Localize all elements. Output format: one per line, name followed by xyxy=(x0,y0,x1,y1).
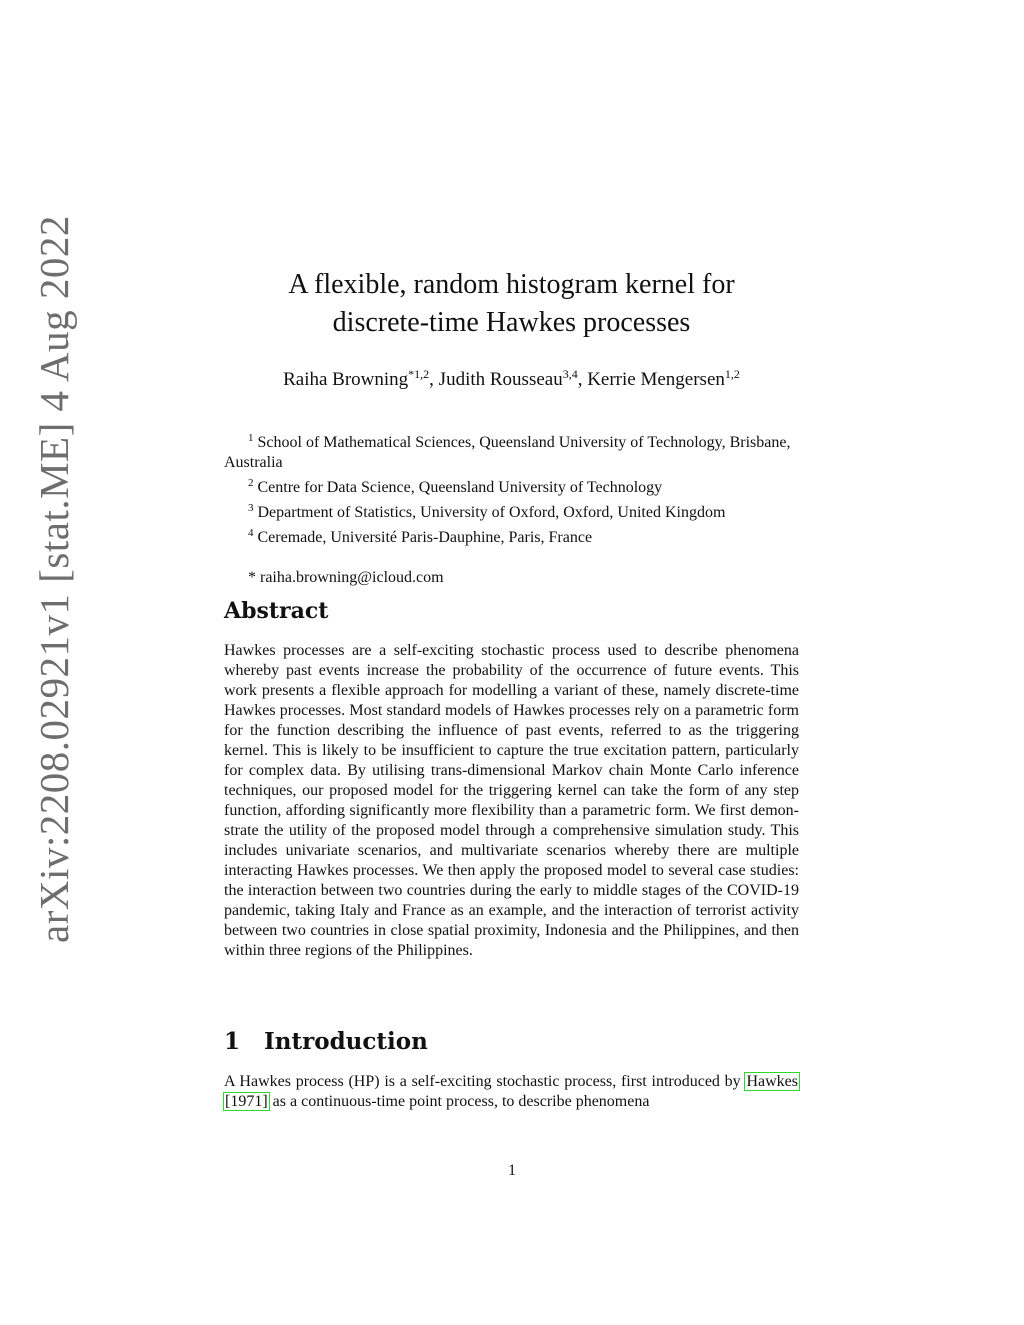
author-affiliation-marks: *1,2 xyxy=(408,367,430,381)
citation-link-author[interactable]: Hawkes xyxy=(746,1073,798,1090)
affiliation-item xyxy=(224,523,802,548)
abstract-text: Hawkes processes are a self-exciting stochastic process used to describe phenomena whereby past events increase the probability of the occurrence of future events. This work presents a flexible approach for modelling a variant of these, namely discrete-time Hawkes processes. Most standard models of Hawkes processes rely on a parametric form for the function describing the influence of past events, referred to as the triggering kernel. This is likely to be insufficient to capture the true excitation pattern, particularly for complex data. By utilising trans-dimensional Markov chain Monte Carlo inference techniques, our proposed model for the triggering kernel can take the form of any step function, affording significantly more flexibility than a parametric form. We first demonstrate the utility of the proposed model through a comprehensive simulation study. This includes univariate scenarios, and multivariate scenarios whereby there are multiple interacting Hawkes processes. We then apply the proposed model to several case studies: the interaction between two countries during the early to middle stages of the COVID-19 pandemic, taking Italy and France as an example, and the interaction of terrorist activity between two countries in close spatial proximity, Indonesia and the Philippines, and then within three regions of the Philippines. xyxy=(224,642,799,959)
introduction-heading xyxy=(224,1028,428,1055)
affiliation-item xyxy=(224,498,802,523)
affiliation-text: School of Mathematical Sciences, Queensland University of Technology, Brisbane, Australia xyxy=(224,434,791,471)
citation-link-year[interactable]: [1971] xyxy=(225,1093,268,1110)
affiliation-text: Department of Statistics, University of Oxford, Oxford, United Kingdom xyxy=(257,504,726,521)
author-name: Raiha Browning xyxy=(283,369,409,390)
affiliation-number: 3 xyxy=(248,502,254,514)
paper-title xyxy=(224,266,799,342)
affiliation-number: 1 xyxy=(248,432,254,444)
arxiv-identifier-stamp: arXiv:2208.02921v1 [stat.ME] 4 Aug 2022 xyxy=(31,215,77,943)
author-affiliation-marks: 3,4 xyxy=(562,367,578,381)
page-number: 1 xyxy=(508,1162,516,1179)
section-title: Introduction xyxy=(264,1028,428,1055)
author-separator: , xyxy=(577,369,588,390)
intro-text-before: A Hawkes process (HP) is a self-exciting stochastic process, first introduced by xyxy=(224,1073,741,1090)
author-separator: , xyxy=(429,369,439,390)
affiliation-number: 2 xyxy=(248,477,254,489)
intro-text-after: as a continuous-time point process, to describe phenomena xyxy=(272,1093,650,1110)
affiliation-item xyxy=(224,428,802,473)
title-line-1: A flexible, random histogram kernel for xyxy=(288,269,735,300)
section-number: 1 xyxy=(224,1028,241,1055)
author-affiliation-marks: 1,2 xyxy=(724,367,740,381)
affiliations xyxy=(224,428,802,588)
abstract-heading: Abstract xyxy=(224,598,329,624)
title-line-2: discrete-time Hawkes processes xyxy=(332,307,691,338)
affiliation-text: Centre for Data Science, Queensland University of Technology xyxy=(257,479,663,496)
affiliation-number: 4 xyxy=(248,527,254,539)
author-name: Judith Rousseau xyxy=(438,369,563,390)
author-list xyxy=(224,362,799,392)
introduction-text xyxy=(224,1072,799,1112)
title-block xyxy=(224,266,799,392)
affiliation-item xyxy=(224,473,802,498)
author-name: Kerrie Mengersen xyxy=(587,369,725,390)
corresponding-email: * raiha.browning@icloud.com xyxy=(248,569,444,586)
affiliation-text: Ceremade, Université Paris-Dauphine, Paris, France xyxy=(257,529,593,546)
